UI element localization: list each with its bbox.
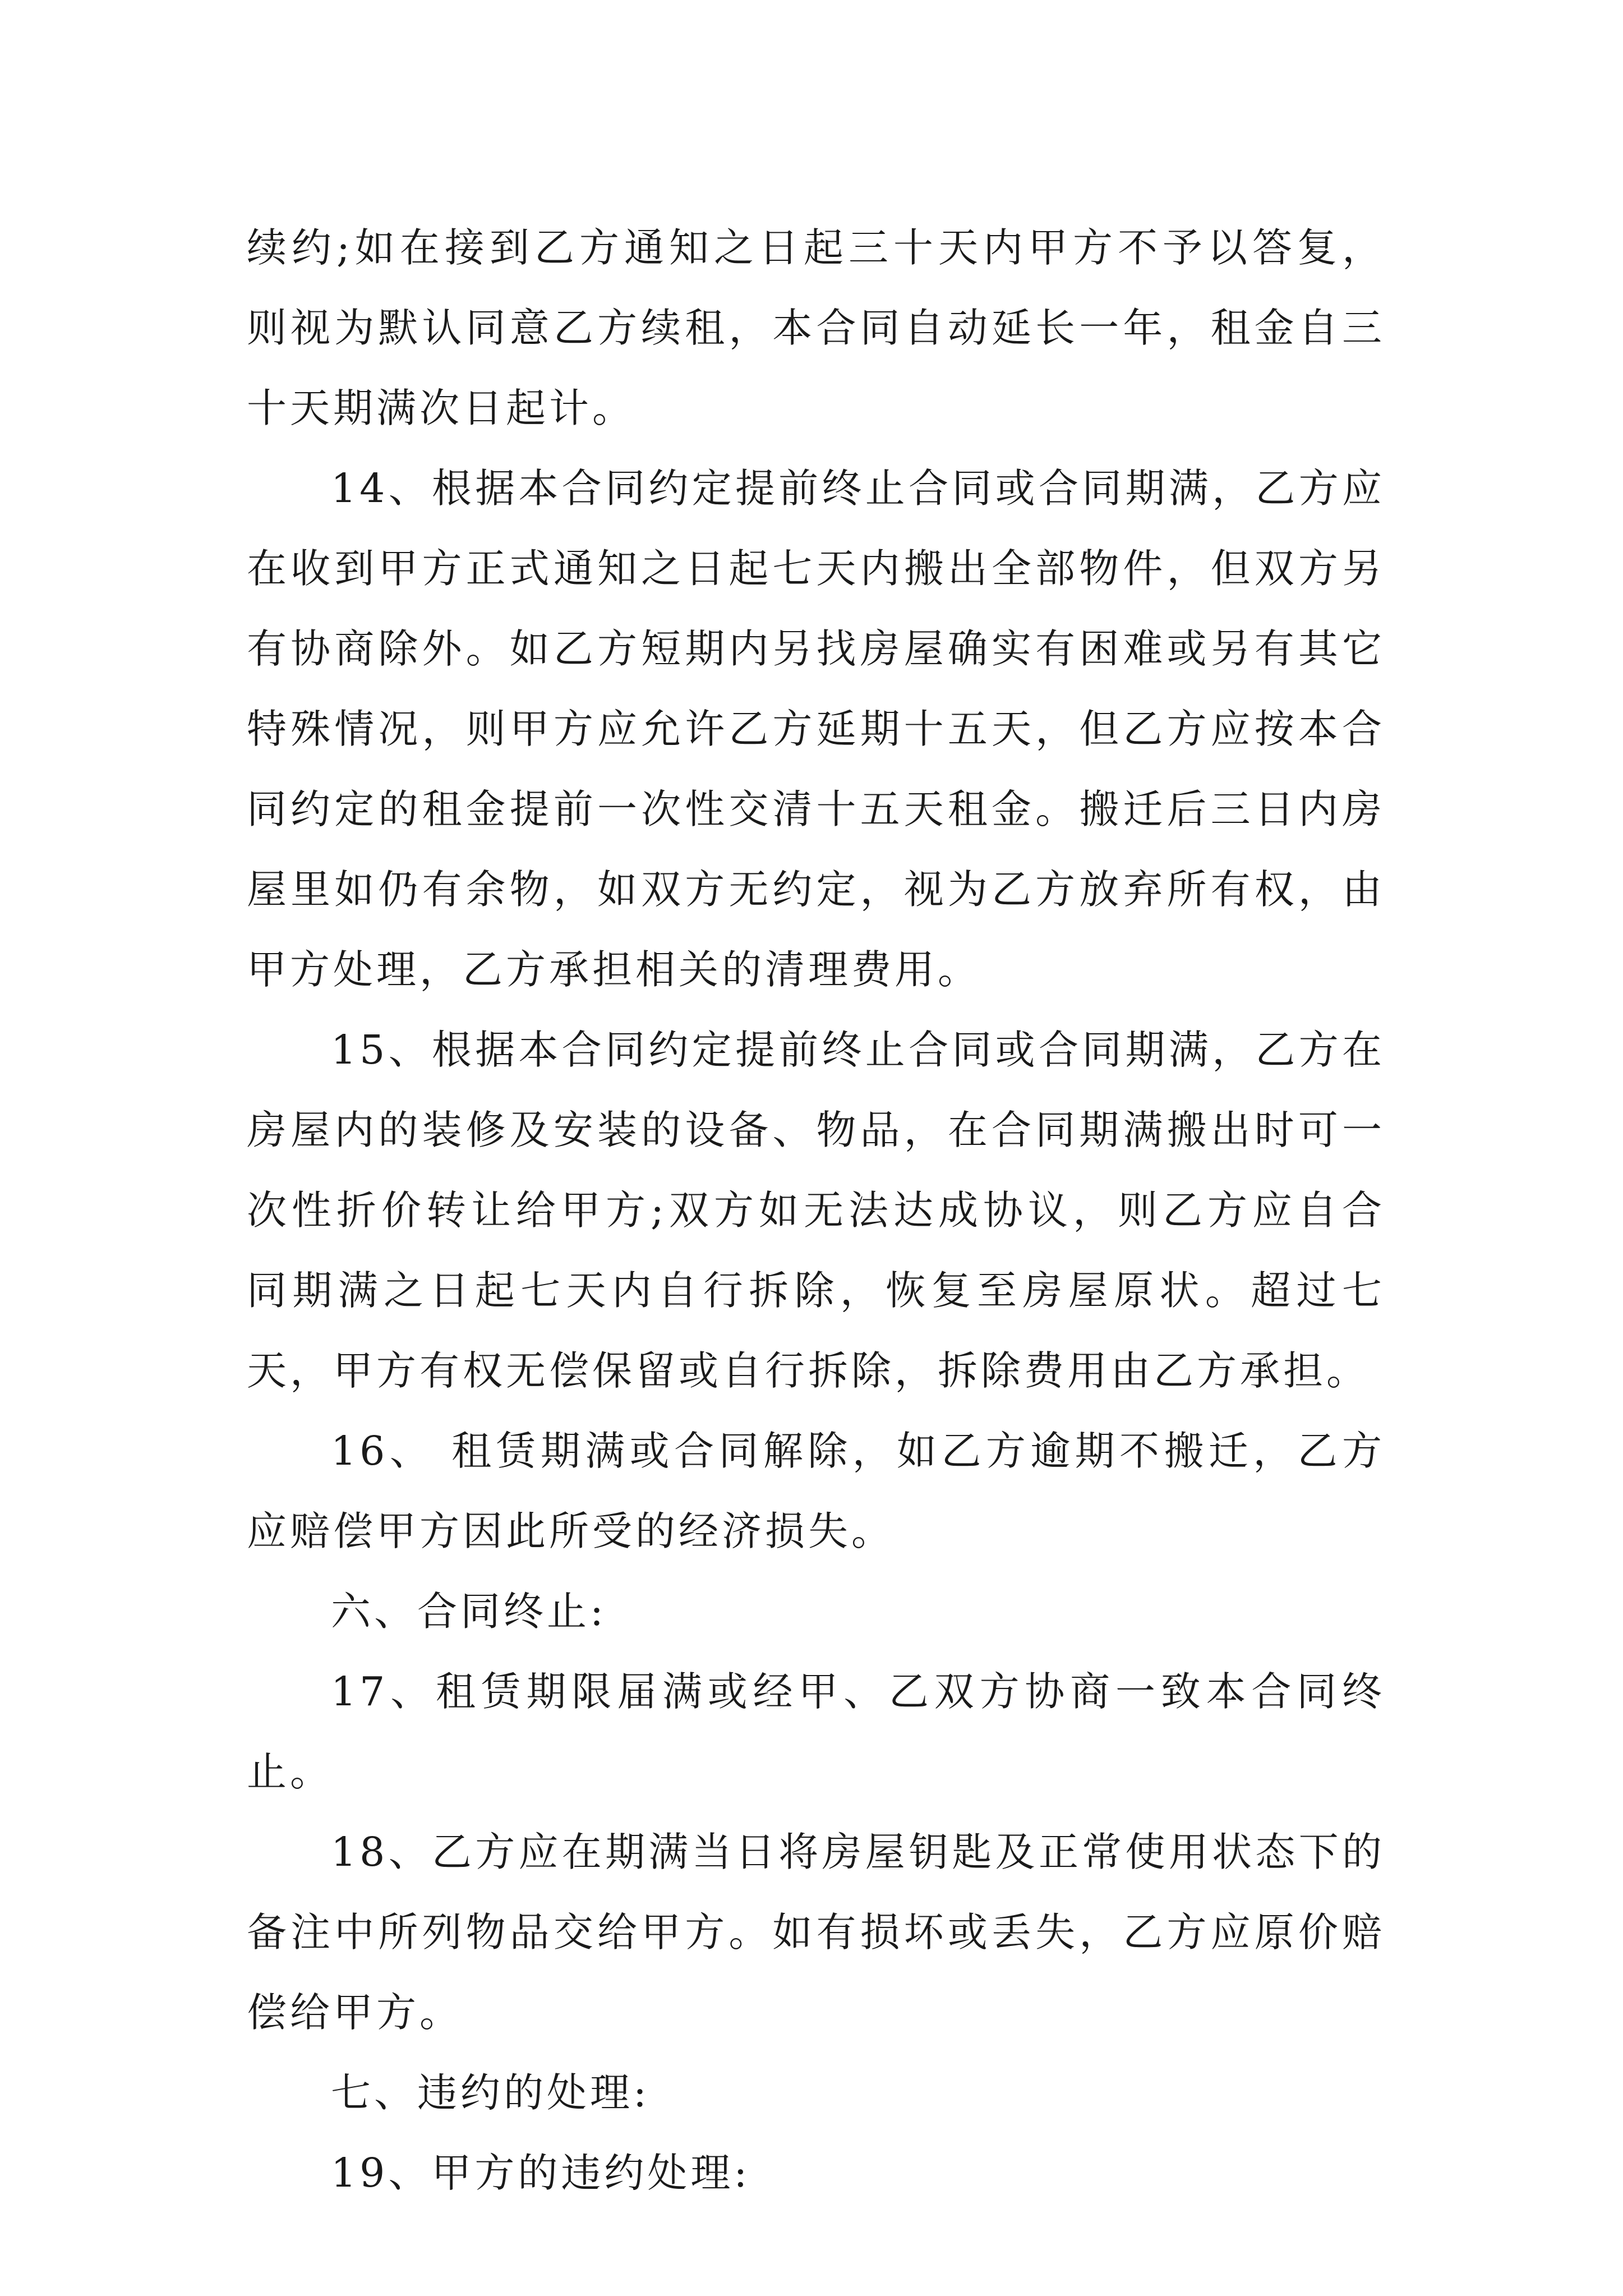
paragraph-clause-18: 18、乙方应在期满当日将房屋钥匙及正常使用状态下的备注中所列物品交给甲方。如有损坏或丢失，乙方应原价赔偿给甲方。: [247, 1829, 1385, 2036]
document-body: [247, 208, 1385, 2213]
paragraph-clause-14: 14、根据本合同约定提前终止合同或合同期满，乙方应在收到甲方正式通知之日起七天内搬出全部物件，但双方另有协商除外。如乙方短期内另找房屋确实有困难或另有其它特殊情况，则甲方应允许乙方延期十五天，但乙方应按本合同约定的租金提前一次性交清十五天租金。搬迁后三日内房屋里如仍有余物，如双方无约定，视为乙方放弃所有权，由甲方处理，乙方承担相关的清理费用。: [247, 465, 1385, 993]
paragraph-clause-17: 17、租赁期限届满或经甲、乙双方协商一致本合同终止。: [247, 1668, 1385, 1795]
paragraph-clause-15: 15、根据本合同约定提前终止合同或合同期满，乙方在房屋内的装修及安装的设备、物品，在合同期满搬出时可一次性折价转让给甲方;双方如无法达成协议，则乙方应自合同期满之日起七天内自行拆除，恢复至房屋原状。超过七天，甲方有权无偿保留或自行拆除，拆除费用由乙方承担。: [247, 1027, 1385, 1394]
section-heading-contract-termination: 六、合同终止:: [331, 1588, 607, 1635]
section-heading-breach-handling: 七、违约的处理:: [331, 2069, 650, 2116]
paragraph-continuation: 续约;如在接到乙方通知之日起三十天内甲方不予以答复，则视为默认同意乙方续租，本合同自动延长一年，租金自三十天期满次日起计。: [247, 224, 1385, 431]
paragraph-clause-16: 16、 租赁期满或合同解除，如乙方逾期不搬迁，乙方应赔偿甲方因此所受的经济损失。: [247, 1428, 1385, 1554]
paragraph-clause-19: 19、甲方的违约处理:: [331, 2150, 751, 2196]
